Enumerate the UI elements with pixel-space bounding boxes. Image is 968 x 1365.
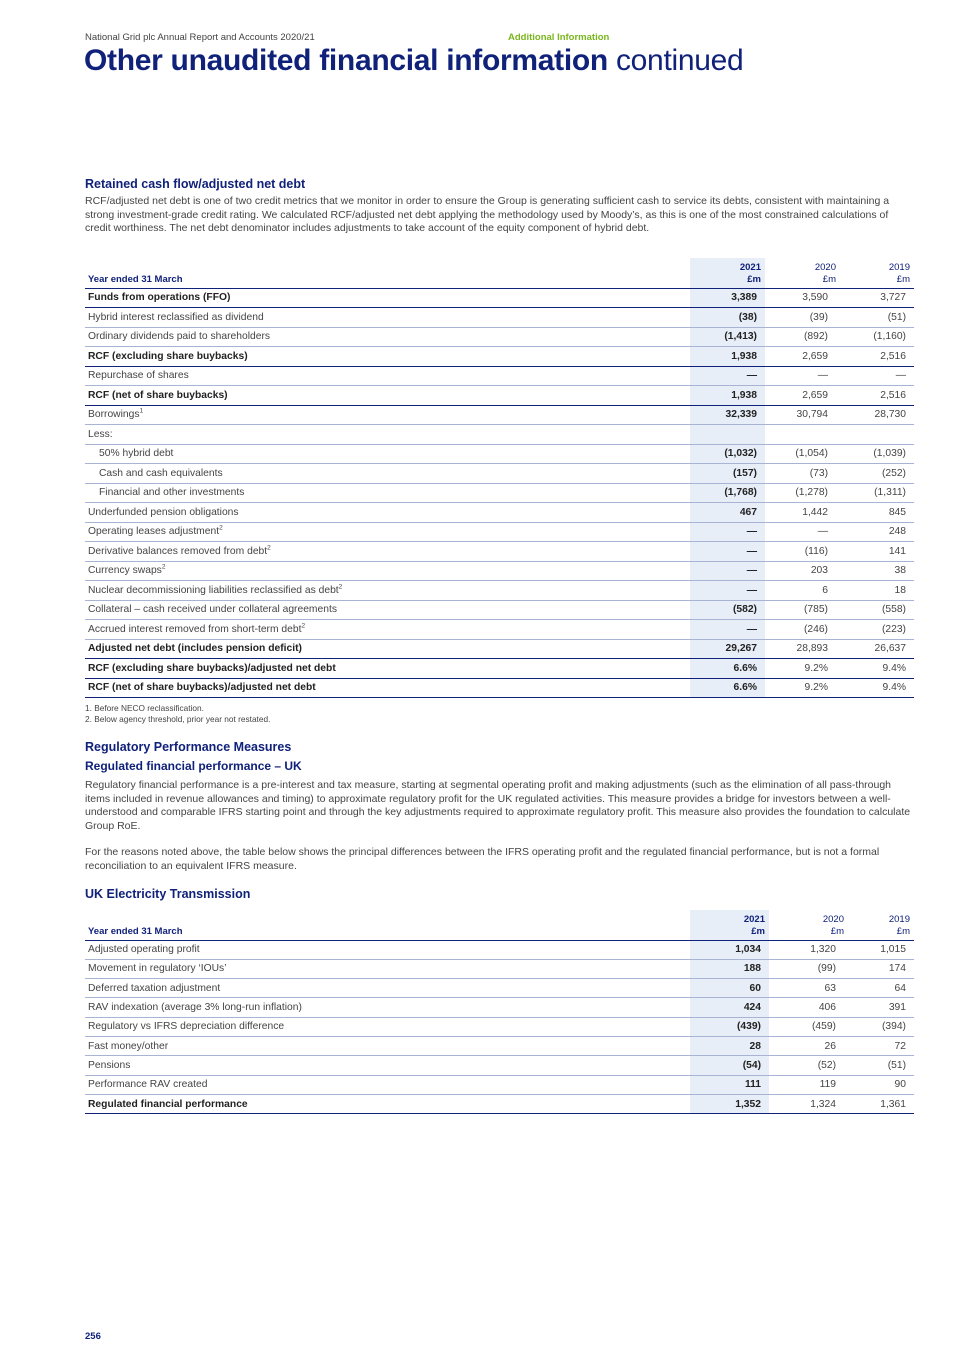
row-label: Performance RAV created bbox=[88, 1079, 208, 1091]
cell-2019: 391 bbox=[888, 1002, 906, 1014]
row-label: Regulated financial performance bbox=[88, 1098, 248, 1110]
cell-2020: (459) bbox=[811, 1021, 836, 1033]
row-label: Repurchase of shares bbox=[88, 370, 189, 382]
cell-2019: 72 bbox=[894, 1040, 906, 1052]
report-name: National Grid plc Annual Report and Accounts 2020/21 bbox=[85, 32, 315, 43]
cell-2021: (582) bbox=[690, 600, 765, 620]
table-row bbox=[85, 581, 914, 601]
title-suffix: continued bbox=[615, 44, 744, 77]
cell-2020: 3,590 bbox=[802, 292, 828, 304]
cell-2021: 29,267 bbox=[690, 639, 765, 659]
cell-2021: 60 bbox=[690, 979, 769, 998]
cell-2019: 9.4% bbox=[882, 662, 906, 674]
cell-2021: 188 bbox=[690, 959, 769, 978]
cell-2021: 6.6% bbox=[690, 678, 765, 698]
rcf-col-2020: 2020 £m bbox=[814, 261, 836, 285]
cell-2021: 111 bbox=[690, 1075, 769, 1094]
table-row bbox=[85, 659, 914, 679]
row-label: Hybrid interest reclassified as dividend bbox=[88, 311, 264, 323]
uket-heading: UK Electricity Transmission bbox=[85, 887, 251, 901]
cell-2019: 845 bbox=[888, 506, 906, 518]
row-label: Adjusted net debt (includes pension deficit) bbox=[88, 643, 302, 655]
cell-2019: 1,015 bbox=[880, 944, 906, 956]
table-row bbox=[85, 561, 914, 581]
cell-2020: — bbox=[817, 370, 828, 382]
row-label: RCF (excluding share buybacks) bbox=[88, 350, 248, 362]
cell-2019: 64 bbox=[894, 982, 906, 994]
table-row bbox=[85, 366, 914, 386]
row-label: RCF (excluding share buybacks)/adjusted net debt bbox=[88, 662, 336, 674]
cell-2020: 1,320 bbox=[810, 944, 836, 956]
cell-2021: 28 bbox=[690, 1036, 769, 1055]
cell-2021: 6.6% bbox=[690, 659, 765, 679]
cell-2021: — bbox=[690, 522, 765, 542]
row-label: Ordinary dividends paid to shareholders bbox=[88, 331, 271, 343]
cell-2020: 1,324 bbox=[810, 1098, 836, 1110]
row-label: Deferred taxation adjustment bbox=[88, 982, 221, 994]
cell-2021: 1,352 bbox=[690, 1094, 769, 1113]
cell-2021: 1,938 bbox=[690, 347, 765, 367]
cell-2019: (558) bbox=[881, 604, 906, 616]
cell-2020: (99) bbox=[817, 963, 836, 975]
table-row bbox=[85, 1017, 914, 1036]
cell-2020: (1,278) bbox=[795, 487, 828, 499]
row-label: Pensions bbox=[88, 1059, 131, 1071]
uket-col-label: Year ended 31 March bbox=[88, 925, 183, 937]
cell-2020: 30,794 bbox=[796, 409, 828, 421]
uket-table bbox=[85, 910, 914, 1114]
table-row bbox=[85, 998, 914, 1017]
cell-2021: (439) bbox=[690, 1017, 769, 1036]
cell-2021: 32,339 bbox=[690, 405, 765, 425]
row-label: Accrued interest removed from short-term debt$^2$ bbox=[88, 622, 306, 635]
table-row bbox=[85, 444, 914, 464]
rcf-col-2021: 2021 £m bbox=[690, 258, 765, 288]
table-row bbox=[85, 288, 914, 308]
table-row bbox=[85, 308, 914, 328]
cell-2019: (394) bbox=[881, 1021, 906, 1033]
table-row bbox=[85, 327, 914, 347]
cell-2020: 203 bbox=[810, 565, 828, 577]
cell-2020: 9.2% bbox=[804, 682, 828, 694]
cell-2019: 26,637 bbox=[874, 643, 906, 655]
table-row bbox=[85, 503, 914, 523]
rcf-footnotes bbox=[85, 703, 270, 725]
cell-2020: 26 bbox=[824, 1040, 836, 1052]
table-row bbox=[85, 940, 914, 959]
cell-2020: 28,893 bbox=[796, 643, 828, 655]
footnote-2: 2. Below agency threshold, prior year not restated. bbox=[85, 714, 271, 724]
cell-2019: 90 bbox=[894, 1079, 906, 1091]
rcf-intro: RCF/adjusted net debt is one of two credit metrics that we monitor in order to ensure the Group is generating sufficient cash to service its debts, consistent with maintaining a strong investment-grade credit rating. We calculated RCF/adjusted net debt applying the methodology used by Moody’s, as this is one of the most constrained calculations of credit worthiness. The net debt denominator includes adjustments to take account of the equity component of hybrid debt. bbox=[85, 195, 890, 234]
cell-2019: (51) bbox=[887, 1059, 906, 1071]
cell-2021: — bbox=[690, 366, 765, 386]
cell-2020: (892) bbox=[803, 331, 828, 343]
cell-2020: — bbox=[817, 526, 828, 538]
table-row bbox=[85, 1036, 914, 1055]
cell-2021: (54) bbox=[690, 1056, 769, 1075]
row-label: Borrowings$^1$ bbox=[88, 407, 144, 421]
rcf-table bbox=[85, 258, 914, 698]
cell-2019: 18 bbox=[894, 584, 906, 596]
row-label: Regulatory vs IFRS depreciation difference bbox=[88, 1021, 285, 1033]
regulatory-para-1: Regulatory financial performance is a pre-interest and tax measure, starting at segmental operating profit and making adjustments (such as the elimination of all pass-through items included in revenue allowances and timing) to approximate regulatory profit for the UK regulated activities. This measure provides a bridge for investors between a well-understood and comparable IFRS starting point and through the key adjustments required to approximate regulatory profit. This measure also provides the foundation to calculate Group RoE. bbox=[85, 779, 911, 832]
page-title bbox=[84, 44, 743, 78]
table-row bbox=[85, 425, 914, 445]
row-label: Underfunded pension obligations bbox=[88, 506, 239, 518]
cell-2021: 467 bbox=[690, 503, 765, 523]
cell-2020: 119 bbox=[819, 1079, 836, 1091]
cell-2019: 174 bbox=[888, 963, 906, 975]
row-label: Derivative balances removed from debt$^2$ bbox=[88, 544, 271, 557]
rcf-col-label: Year ended 31 March bbox=[88, 273, 183, 285]
cell-2021: — bbox=[690, 542, 765, 562]
uket-table-header bbox=[85, 910, 914, 940]
row-label: 50% hybrid debt bbox=[99, 448, 174, 460]
cell-2019: 38 bbox=[894, 565, 906, 577]
cell-2020: 6 bbox=[822, 584, 828, 596]
title-main: Other unaudited financial information bbox=[84, 44, 608, 77]
cell-2019: 1,361 bbox=[880, 1098, 906, 1110]
table-row bbox=[85, 464, 914, 484]
cell-2021: 1,034 bbox=[690, 940, 769, 959]
row-label: Funds from operations (FFO) bbox=[88, 292, 231, 304]
row-label: RCF (net of share buybacks)/adjusted net debt bbox=[88, 682, 316, 694]
row-label: Fast money/other bbox=[88, 1040, 169, 1052]
row-label: RCF (net of share buybacks) bbox=[88, 389, 228, 401]
cell-2021: (38) bbox=[690, 308, 765, 328]
cell-2019: (223) bbox=[881, 623, 906, 635]
regulatory-subheading: Regulated financial performance – UK bbox=[85, 759, 302, 773]
cell-2019: 9.4% bbox=[882, 682, 906, 694]
section-name: Additional Information bbox=[508, 32, 610, 43]
cell-2021: 3,389 bbox=[690, 288, 765, 308]
rcf-heading: Retained cash flow/adjusted net debt bbox=[85, 177, 306, 191]
table-row bbox=[85, 386, 914, 406]
cell-2019: 2,516 bbox=[880, 389, 906, 401]
table-row bbox=[85, 1075, 914, 1094]
cell-2019: 248 bbox=[888, 526, 906, 538]
cell-2020 bbox=[765, 425, 840, 445]
cell-2021: — bbox=[690, 620, 765, 640]
cell-2021: 1,938 bbox=[690, 386, 765, 406]
row-label: Financial and other investments bbox=[99, 487, 245, 499]
cell-2021: (1,413) bbox=[690, 327, 765, 347]
cell-2019: 3,727 bbox=[880, 292, 906, 304]
table-row bbox=[85, 959, 914, 978]
cell-2019: 141 bbox=[888, 545, 906, 557]
regulatory-heading: Regulatory Performance Measures bbox=[85, 740, 292, 754]
footnote-1: 1. Before NECO reclassification. bbox=[85, 703, 204, 713]
cell-2020: (39) bbox=[809, 311, 828, 323]
table-row bbox=[85, 347, 914, 367]
row-label: Adjusted operating profit bbox=[88, 944, 200, 956]
rcf-col-2019: 2019 £m bbox=[888, 261, 910, 285]
row-label: RAV indexation (average 3% long-run inflation) bbox=[88, 1002, 302, 1014]
cell-2020: 9.2% bbox=[804, 662, 828, 674]
cell-2019: 2,516 bbox=[880, 350, 906, 362]
cell-2019: (51) bbox=[887, 311, 906, 323]
table-row bbox=[85, 600, 914, 620]
cell-2021: 424 bbox=[690, 998, 769, 1017]
uket-col-2019: 2019 £m bbox=[888, 913, 910, 937]
cell-2020: (52) bbox=[817, 1059, 836, 1071]
table-row bbox=[85, 1094, 914, 1113]
cell-2020: 1,442 bbox=[802, 506, 828, 518]
table-row bbox=[85, 678, 914, 698]
row-label: Nuclear decommissioning liabilities reclassified as debt$^2$ bbox=[88, 583, 343, 596]
cell-2020: (73) bbox=[809, 467, 828, 479]
cell-2021 bbox=[690, 425, 765, 445]
table-row bbox=[85, 1056, 914, 1075]
table-row bbox=[85, 483, 914, 503]
cell-2020: 406 bbox=[818, 1002, 836, 1014]
cell-2021: (1,032) bbox=[690, 444, 765, 464]
table-row bbox=[85, 620, 914, 640]
row-label: Less: bbox=[88, 428, 113, 440]
cell-2020: 2,659 bbox=[802, 350, 828, 362]
cell-2019: (1,311) bbox=[874, 487, 906, 499]
table-row bbox=[85, 979, 914, 998]
row-label: Operating leases adjustment$^2$ bbox=[88, 524, 223, 538]
cell-2019: (1,039) bbox=[873, 448, 906, 460]
table-row bbox=[85, 542, 914, 562]
regulatory-para-2: For the reasons noted above, the table below shows the principal differences between the IFRS operating profit and the regulated financial performance, but is not a formal reconciliation to an equivalent IFRS measure. bbox=[85, 846, 880, 872]
cell-2019: (252) bbox=[881, 467, 906, 479]
cell-2021: (1,768) bbox=[690, 483, 765, 503]
table-row bbox=[85, 522, 914, 542]
cell-2020: 63 bbox=[824, 982, 836, 994]
uket-col-2021: 2021 £m bbox=[690, 910, 769, 940]
cell-2019 bbox=[840, 425, 914, 445]
table-row bbox=[85, 639, 914, 659]
cell-2020: (246) bbox=[803, 623, 828, 635]
cell-2020: 2,659 bbox=[802, 389, 828, 401]
row-label: Cash and cash equivalents bbox=[99, 467, 223, 479]
rcf-table-header bbox=[85, 258, 914, 288]
cell-2020: (785) bbox=[803, 604, 828, 616]
cell-2019: 28,730 bbox=[874, 409, 906, 421]
row-label: Movement in regulatory ‘IOUs’ bbox=[88, 963, 227, 975]
cell-2021: — bbox=[690, 561, 765, 581]
uket-col-2020: 2020 £m bbox=[822, 913, 844, 937]
page-number: 256 bbox=[85, 1331, 101, 1342]
table-row bbox=[85, 405, 914, 425]
cell-2021: (157) bbox=[690, 464, 765, 484]
cell-2020: (116) bbox=[804, 545, 828, 557]
cell-2019: — bbox=[895, 370, 906, 382]
cell-2021: — bbox=[690, 581, 765, 601]
row-label: Collateral – cash received under collateral agreements bbox=[88, 604, 337, 616]
cell-2020: (1,054) bbox=[795, 448, 828, 460]
row-label: Currency swaps$^2$ bbox=[88, 563, 166, 577]
cell-2019: (1,160) bbox=[873, 331, 906, 343]
